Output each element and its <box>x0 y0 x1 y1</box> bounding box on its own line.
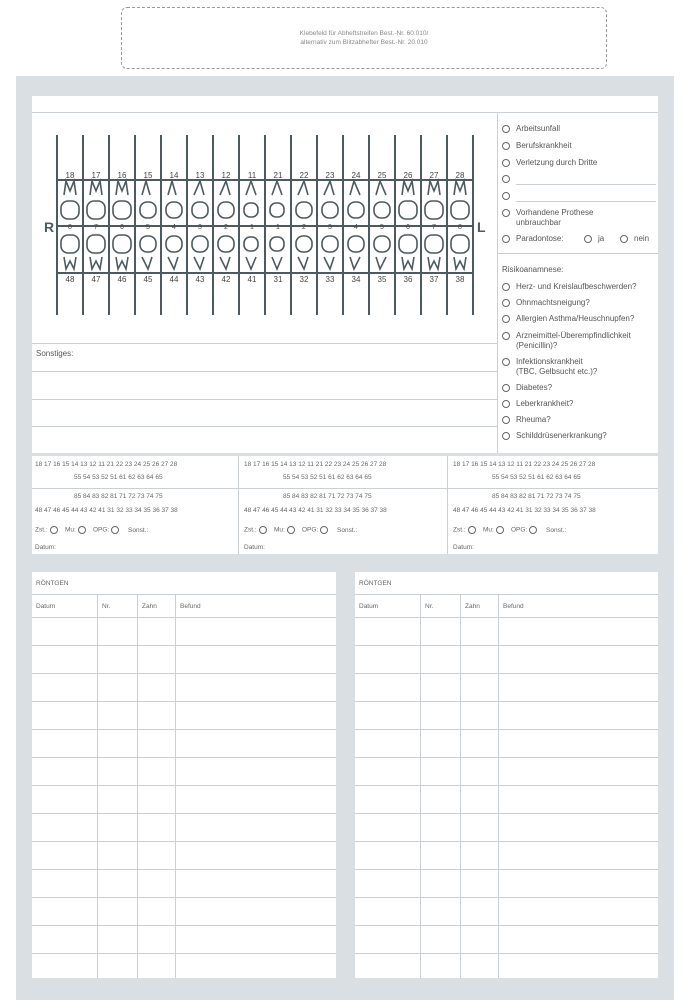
radio-icon <box>502 384 510 392</box>
mini-row-2: 55 54 53 52 51 61 62 63 64 65 <box>74 474 163 481</box>
short-number: 1 <box>250 224 254 231</box>
zst-field[interactable]: Zst.: <box>35 526 64 534</box>
col-nr: Nr. <box>425 603 434 610</box>
short-number: 3 <box>328 224 332 231</box>
radio-icon <box>502 299 510 307</box>
mini-row-3: 85 84 83 82 81 71 72 73 74 75 <box>283 493 372 500</box>
risikoanamnese-title: Risikoanamnese: <box>502 265 564 274</box>
mini-row-4: 48 47 46 45 44 43 42 41 31 32 33 34 35 36 37 38 <box>453 507 596 514</box>
radio-icon <box>620 235 628 243</box>
radio-icon <box>502 175 510 183</box>
short-number: 4 <box>354 224 358 231</box>
roentgen-table-right <box>355 572 658 978</box>
mini-row-1: 18 17 16 15 14 13 12 11 21 22 23 24 25 26 27 28 <box>453 461 596 468</box>
short-number: 5 <box>146 224 150 231</box>
side-left-label: L <box>477 219 486 235</box>
tooth-number: 28 <box>455 171 465 180</box>
radio-icon <box>502 192 510 200</box>
radio-icon <box>502 142 510 150</box>
opg-field[interactable]: OPG: <box>302 526 334 534</box>
tooth-number: 44 <box>169 275 179 284</box>
tooth-number: 31 <box>273 275 283 284</box>
short-number: 6 <box>406 224 410 231</box>
radio-icon <box>502 358 510 366</box>
tooth-number: 46 <box>117 275 127 284</box>
short-number: 3 <box>198 224 202 231</box>
col-datum: Datum <box>36 603 56 610</box>
short-number: 7 <box>432 224 436 231</box>
radio-icon <box>584 235 592 243</box>
radio-icon <box>502 416 510 424</box>
mu-field[interactable]: Mu: <box>65 526 92 534</box>
checkbox-herz[interactable]: Herz- und Kreislaufbeschwerden? <box>502 282 637 292</box>
radio-icon <box>502 283 510 291</box>
short-number: 2 <box>302 224 306 231</box>
tooth-number: 27 <box>429 171 439 180</box>
zst-field[interactable]: Zst.: <box>453 526 482 534</box>
sonstiges-label: Sonstiges: <box>36 349 74 358</box>
tooth-number: 14 <box>169 171 179 180</box>
radio-icon <box>502 315 510 323</box>
sonst-field[interactable]: Sonst.: <box>337 527 358 534</box>
mini-row-3: 85 84 83 82 81 71 72 73 74 75 <box>492 493 581 500</box>
checkbox-arbeitsunfall[interactable]: Arbeitsunfall <box>502 124 560 134</box>
datum-field[interactable]: Datum: <box>244 544 265 551</box>
radio-icon <box>50 526 58 534</box>
mini-row-1: 18 17 16 15 14 13 12 11 21 22 23 24 25 26 27 28 <box>35 461 178 468</box>
upper-crowns <box>61 201 469 219</box>
roentgen-table-left <box>32 572 336 978</box>
short-number: 7 <box>94 224 98 231</box>
tooth-number: 15 <box>143 171 153 180</box>
radio-icon <box>111 526 119 534</box>
opg-field[interactable]: OPG: <box>93 526 125 534</box>
checkbox-berufskrankheit[interactable]: Berufskrankheit <box>502 141 572 151</box>
lower-roots <box>64 257 466 269</box>
radio-icon <box>320 526 328 534</box>
col-zahn: Zahn <box>142 603 157 610</box>
risikoanamnese-panel <box>502 265 658 450</box>
mini-row-2: 55 54 53 52 51 61 62 63 64 65 <box>283 474 372 481</box>
checkbox-verletzung[interactable]: Verletzung durch Dritte <box>502 158 597 168</box>
checkbox-blank-2[interactable] <box>502 191 516 201</box>
radio-icon <box>502 400 510 408</box>
tooth-number: 16 <box>117 171 127 180</box>
zst-field[interactable]: Zst.: <box>244 526 273 534</box>
checkbox-allergien[interactable]: Allergien Asthma/Heuschnupfen? <box>502 314 634 324</box>
radio-icon <box>468 526 476 534</box>
radio-icon <box>502 125 510 133</box>
infektion-line-2: (TBC, Gelbsucht etc.)? <box>516 367 598 376</box>
sonst-field[interactable]: Sonst.: <box>128 527 149 534</box>
mini-row-4: 48 47 46 45 44 43 42 41 31 32 33 34 35 36 37 38 <box>244 507 387 514</box>
short-number: 8 <box>68 224 72 231</box>
upper-tooth-numbers <box>56 171 474 183</box>
opg-field[interactable]: OPG: <box>511 526 543 534</box>
checkbox-blank-1[interactable] <box>502 174 516 184</box>
sticker-field <box>121 7 607 69</box>
checkbox-rheuma[interactable]: Rheuma? <box>502 415 551 425</box>
paradontose-row: Paradontose: <box>502 234 564 244</box>
tooth-number: 13 <box>195 171 205 180</box>
roentgen-title: RÖNTGEN <box>359 580 392 587</box>
col-befund: Befund <box>180 603 201 610</box>
short-number: 4 <box>172 224 176 231</box>
tooth-number: 45 <box>143 275 153 284</box>
tooth-number: 22 <box>299 171 309 180</box>
mu-field[interactable]: Mu: <box>483 526 510 534</box>
tooth-number: 11 <box>247 171 257 180</box>
tooth-number: 48 <box>65 275 75 284</box>
radio-icon <box>502 159 510 167</box>
checkbox-diabetes[interactable]: Diabetes? <box>502 383 552 393</box>
tooth-number: 25 <box>377 171 387 180</box>
radio-paradontose-nein[interactable]: nein <box>620 234 649 244</box>
tooth-number: 21 <box>273 171 283 180</box>
tooth-number: 35 <box>377 275 387 284</box>
radio-icon <box>287 526 295 534</box>
mini-row-2: 55 54 53 52 51 61 62 63 64 65 <box>492 474 581 481</box>
checkbox-arzneimittel[interactable]: Arzneimittel-Überempfindlichkeit <box>502 331 631 341</box>
tooth-number: 38 <box>455 275 465 284</box>
tooth-number: 42 <box>221 275 231 284</box>
lower-crowns <box>61 235 469 253</box>
col-nr: Nr. <box>102 603 111 610</box>
radio-icon <box>502 432 510 440</box>
short-number: 8 <box>458 224 462 231</box>
radio-icon <box>502 235 510 243</box>
tooth-number: 18 <box>65 171 75 180</box>
datum-field[interactable]: Datum: <box>453 544 474 551</box>
radio-icon <box>259 526 267 534</box>
checkbox-prothese[interactable]: Vorhandene Prothese <box>502 208 593 218</box>
tooth-number: 32 <box>299 275 309 284</box>
tooth-number: 34 <box>351 275 361 284</box>
side-right-label: R <box>44 219 55 235</box>
tooth-number: 12 <box>221 171 231 180</box>
col-befund: Befund <box>503 603 524 610</box>
radio-icon <box>502 209 510 217</box>
upper-roots <box>64 181 466 195</box>
short-number: 1 <box>276 224 280 231</box>
tooth-number: 37 <box>429 275 439 284</box>
radio-icon <box>502 332 510 340</box>
roentgen-title: RÖNTGEN <box>36 580 69 587</box>
prothese-line-2: unbrauchbar <box>516 218 561 227</box>
radio-icon <box>529 526 537 534</box>
short-number: 2 <box>224 224 228 231</box>
sticker-line-1: Klebefeld für Abheftstreifen Best.-Nr. 60.010/ <box>299 30 429 37</box>
arzneimittel-line-2: (Penicillin)? <box>516 341 558 350</box>
tooth-number: 41 <box>247 275 257 284</box>
tooth-number: 47 <box>91 275 101 284</box>
checkbox-leber[interactable]: Leberkrankheit? <box>502 399 573 409</box>
sticker-line-2: alternativ zum Blitzabhefter Best.-Nr. 20.010 <box>300 39 428 46</box>
short-number: 5 <box>380 224 384 231</box>
radio-icon <box>78 526 86 534</box>
lower-tooth-numbers <box>56 275 474 287</box>
checkbox-ohnmacht[interactable]: Ohnmachtsneigung? <box>502 298 590 308</box>
mini-row-3: 85 84 83 82 81 71 72 73 74 75 <box>74 493 163 500</box>
radio-icon <box>496 526 504 534</box>
tooth-number: 23 <box>325 171 335 180</box>
tooth-number: 24 <box>351 171 361 180</box>
checkbox-infektion[interactable]: Infektionskrankheit <box>502 357 583 367</box>
tooth-number: 43 <box>195 275 205 284</box>
short-number: 6 <box>120 224 124 231</box>
tooth-number: 36 <box>403 275 413 284</box>
mini-charts-strip <box>32 456 658 554</box>
col-datum: Datum <box>359 603 379 610</box>
checkbox-schilddruese[interactable]: Schilddrüsenerkrankung? <box>502 431 607 441</box>
risk-factors-panel <box>502 124 658 254</box>
mini-row-1: 18 17 16 15 14 13 12 11 21 22 23 24 25 26 27 28 <box>244 461 387 468</box>
sonst-field[interactable]: Sonst.: <box>546 527 567 534</box>
tooth-number: 17 <box>91 171 101 180</box>
mini-row-4: 48 47 46 45 44 43 42 41 31 32 33 34 35 36 37 38 <box>35 507 178 514</box>
short-tooth-numbers <box>56 224 474 236</box>
col-zahn: Zahn <box>465 603 480 610</box>
tooth-number: 26 <box>403 171 413 180</box>
mu-field[interactable]: Mu: <box>274 526 301 534</box>
datum-field[interactable]: Datum: <box>35 544 56 551</box>
radio-paradontose-ja[interactable]: ja <box>584 234 604 244</box>
tooth-number: 33 <box>325 275 335 284</box>
